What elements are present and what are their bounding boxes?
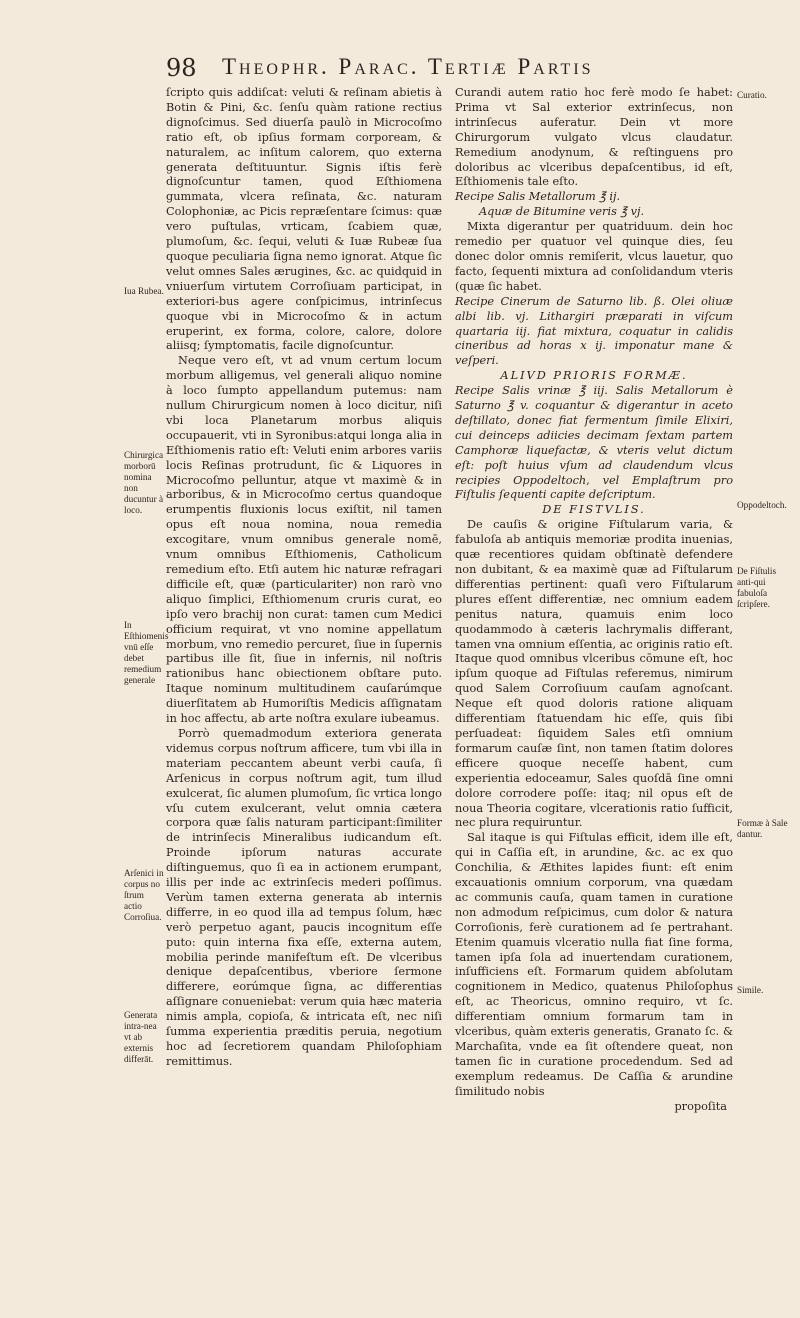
paragraph: ſcripto quis addiſcat: veluti & reſinam abietis à Botin & Pini, &c. ſenſu quàm ratione rectius dignoſcimus. Sed diuerſa paulò in Microcoſmo ratio eſt, ob ipſius formam corpoream, & naturalem, ac inſitum calorem, quo externa generata deſtituuntur. Signis iſtis ferè dignoſcuntur tamen, quod Eſthiomena gummata, vlcera reſinata, &c. naturam Colophoniæ, ac Picis repræſentare ſcimus: quæ vero puſtulas, vrticam, ſcabiem quæ, plumoſum, &c. ſequi, veluti & Iuæ Rubeæ ſua quoque peculiaria ſigna nemo ignorat. Atque ſic velut omnes Sales ærugines, &c. ac quidquid in vniuerſum virtutem Corroſiuam participat, in exteriori-bus agere conſpicimus, intrinſecus quoque vbi in Microcoſmo & in actum eruperint, ex forma, colore, calore, dolore aliisq; ſymptomatis, facile dignoſcuntur. <box>166 86 442 353</box>
margin-note: Simile. <box>737 985 764 995</box>
margin-note: In Eſthiomenis vnū eſſe debet remedium generale <box>124 620 169 685</box>
margin-note: Curatio. <box>737 90 767 100</box>
section-heading: DE FISTVLIS. <box>542 503 646 517</box>
running-title: Theophr. Parac. Tertiæ Partis <box>222 54 594 79</box>
paragraph: Neque vero eſt, vt ad vnum certum locum morbum alligemus, vel generali aliquo nomine à loco ſumpto appellandum putemus: nam nullum Chirurgicum nomen à loco dicitur, niſi vbi loca Planetarum morbus aliquis occupauerit, vti in Syronibus:atqui longa alia in Eſthiomenis ratio eſt: Veluti enim arbores variis locis Reſinas protrudunt, ſic & Liquores in Microcoſmo pelluntur, atque vt maximè & in arboribus, & in Microcoſmo certus quandoque erumpentis fluxionis locus exiſtit, nil tamen opus eſt noua nomina, noua remedia excogitare, vnum omnibus generale nomē, vnum omnibus Eſthiomenis, Catholicum remedium eſto. Etſi autem hic naturæ refragari difficile eſt, quæ (particulariter) non rarò vno aliquo ſimplici, Eſthiomenum cruris curat, eo ipſo vero brachij non curat: tamen cum Medici officium requirat, vt vno nomine appellatum morbum, vno remedio percuret, ſiue in ſupernis partibus ille ſit, ſiue in infernis, nil noſtris rationibus hanc obiectionem obſtare puto. Itaque nominum multitudinem cauſarúmque diuerſitatem ab Humoriſtis Medicis aſſignatam in hoc affectu, ab arte noſtra exulare iubeamus. <box>166 354 442 726</box>
paragraph: Curandi autem ratio hoc ferè modo ſe habet: Prima vt Sal exterior extrinſecus, non intrinſecus auferatur. Dein vt more Chirurgorum vulgato vlcus claudatur. Remedium anodynum, & reſtinguens pro doloribus ac vlceribus depaſcentibus, id eſt, Eſthiomenis tale eſto. <box>455 86 733 189</box>
running-header <box>166 50 736 84</box>
margin-note: Formæ à Sale dantur. <box>737 818 788 839</box>
margin-note: Iua Rubea. <box>124 286 164 296</box>
paragraph: Sal itaque is qui Fiſtulas efficit, idem ille eſt, qui in Caſſia eſt, in arundine, &c. ac ex quo Conchilia, & Æthites lapides fiunt: eſt enim excauationis omnium corporum, vna quædam ac communis cauſa, quam tamen in curatione non admodum reſpicimus, cum dolor & natura Corroſionis, ferè curationem ad ſe pertrahant. Etenim quamuis vlceratio nulla fiat ſine forma, tamen ipſa ſola ad inuertendam curationem, inſufficiens eſt. Formarum quidem abſolutam cognitionem in Medico, quatenus Philoſophus eſt, ac Theoricus, omnino requiro, vt ſc. differentiam omnium formarum tam in vlceribus, quàm exteris generatis, Granato ſc. & Marchaſita, vnde ea ſit oſtendere queat, non tamen ſic in curatione procedendum. Sed ad exemplum redeamus. De Caſſia & arundine ſimilitudo nobis <box>455 831 733 1098</box>
recipe-line: Aquæ de Bitumine veris ℥ vj. <box>479 205 645 219</box>
paragraph: De cauſis & origine Fiſtularum varia, & fabuloſa ab antiquis memoriæ prodita inuenias, quæ recentiores quidam obſtinatè defendere non dubitant, & ea maximè quæ ad Fiſtularum differentias pertinent: quaſi vero Fiſtularum plures eſſent differentiæ, nec omnium eadem penitus natura, quamuis enim loco quodammodo à cæteris lachrymalis differant, tamen vna omnium eſſentia, ac originis ratio eſt. Itaque quod omnibus vlceribus cōmune eſt, hoc ipſum quoque ad Fiſtulas referemus, nimirum quod Salem Corroſiuum cauſam agnoſcant. Neque eſt quod doloris ratione aliquam differentiam ſtatuendam hic eſſe, quis ſibi perſuadeat: ſiquidem Sales etſi omnium formarum cauſæ ſint, non tamen ſtatim dolores efficere quoque neceſſe habent, cum experientia edoceamur, Sales quoſdā ſine omni dolore corrodere poſſe: itaq; nil opus eſt de noua Theoria cogitare, vlcerationis ratio ſufficit, nec plura requiruntur. <box>455 518 733 830</box>
margin-note: Generata intra-nea vt ab externis differāt. <box>124 1010 158 1064</box>
page-number: 98 <box>166 54 197 82</box>
recipe-block: Recipe Cinerum de Saturno lib. ß. Olei oliuæ albi lib. vj. Lithargiri præparati in viſcum quartaria iij. fiat mixtura, coquatur in calidis cineribus ad horas x ij. imponatur mane & veſperi. <box>455 294 733 368</box>
margin-note: Oppodeltoch. <box>737 500 787 510</box>
section-heading: ALIVD PRIORIS FORMÆ. <box>500 369 688 383</box>
right-column <box>455 86 733 1115</box>
paragraph: Mixta digerantur per quatriduum. dein hoc remedio per quatuor vel quinque dies, ſeu donec dolor omnis remiſerit, vlcus lauetur, quo facto, ſequenti mixtura ad conſolidandum vteris (quæ ſic habet. <box>455 220 733 293</box>
margin-note: Arſenici in corpus no ſtrum actio Corroſiua. <box>124 868 164 922</box>
paragraph: Porrò quemadmodum exteriora generata videmus corpus noſtrum afficere, tum vbi illa in materiam peccantem abeunt verbi cauſa, ſi Arſenicus in corpus noſtrum agit, tum illud exulcerat, ſic alumen plumoſum, ſic vrtica longo vſu cutem exulcerant, velut omnia cætera corpora quæ ſalis naturam participant:ſimiliter de intrinſecis Mineralibus iudicandum eſt. Proinde ipſorum naturas accurate diſtinguemus, quo ſi ea in actionem erumpant, illis per inde ac extrinſecis mederi poſſimus. Verùm tamen externa generata ab internis differre, in eo quod illa ad tempus ſolum, hæc verò perpetuo agant, paucis incognitum eſſe puto: quin interna fixa eſſe, externa autem, mobilia perinde manifeſtum eſt. De vlceribus denique depaſcentibus, vberiore ſermone differere, eorúmque ſigna, ac differentias aſſignare conueniebat: verum quia hæc materia nimis ampla, copioſa, & intricata eſt, nec niſi ſumma experientia præditis peruia, negotium hoc ad ſecretiorem quandam Philoſophiam remittimus. <box>166 726 442 1068</box>
recipe-line: Recipe Salis Metallorum ℥ ij. <box>455 190 621 204</box>
margin-note: De Fiſtulis anti-qui fabuloſa ſcripſere. <box>737 566 777 609</box>
catchword: propoſita <box>674 1099 727 1113</box>
margin-note: Chirurgica morborū nomina non ducuntur à loco. <box>124 450 164 515</box>
recipe-block: Recipe Salis vrinæ ℥ iij. Salis Metallorum è Saturno ℥ v. coquantur & digerantur in aceto deſtillato, donec fiat fermentum ſimile Elixiri, cui deinceps adiicies decimam ſextam partem Camphoræ liquefactæ, & vteris velut dictum eſt: poſt huius vſum ad claudendum vlcus recipies Oppodeltoch, vel Emplaſtrum pro Fiſtulis ſequenti capite deſcriptum. <box>455 384 733 502</box>
left-column <box>166 86 442 1070</box>
